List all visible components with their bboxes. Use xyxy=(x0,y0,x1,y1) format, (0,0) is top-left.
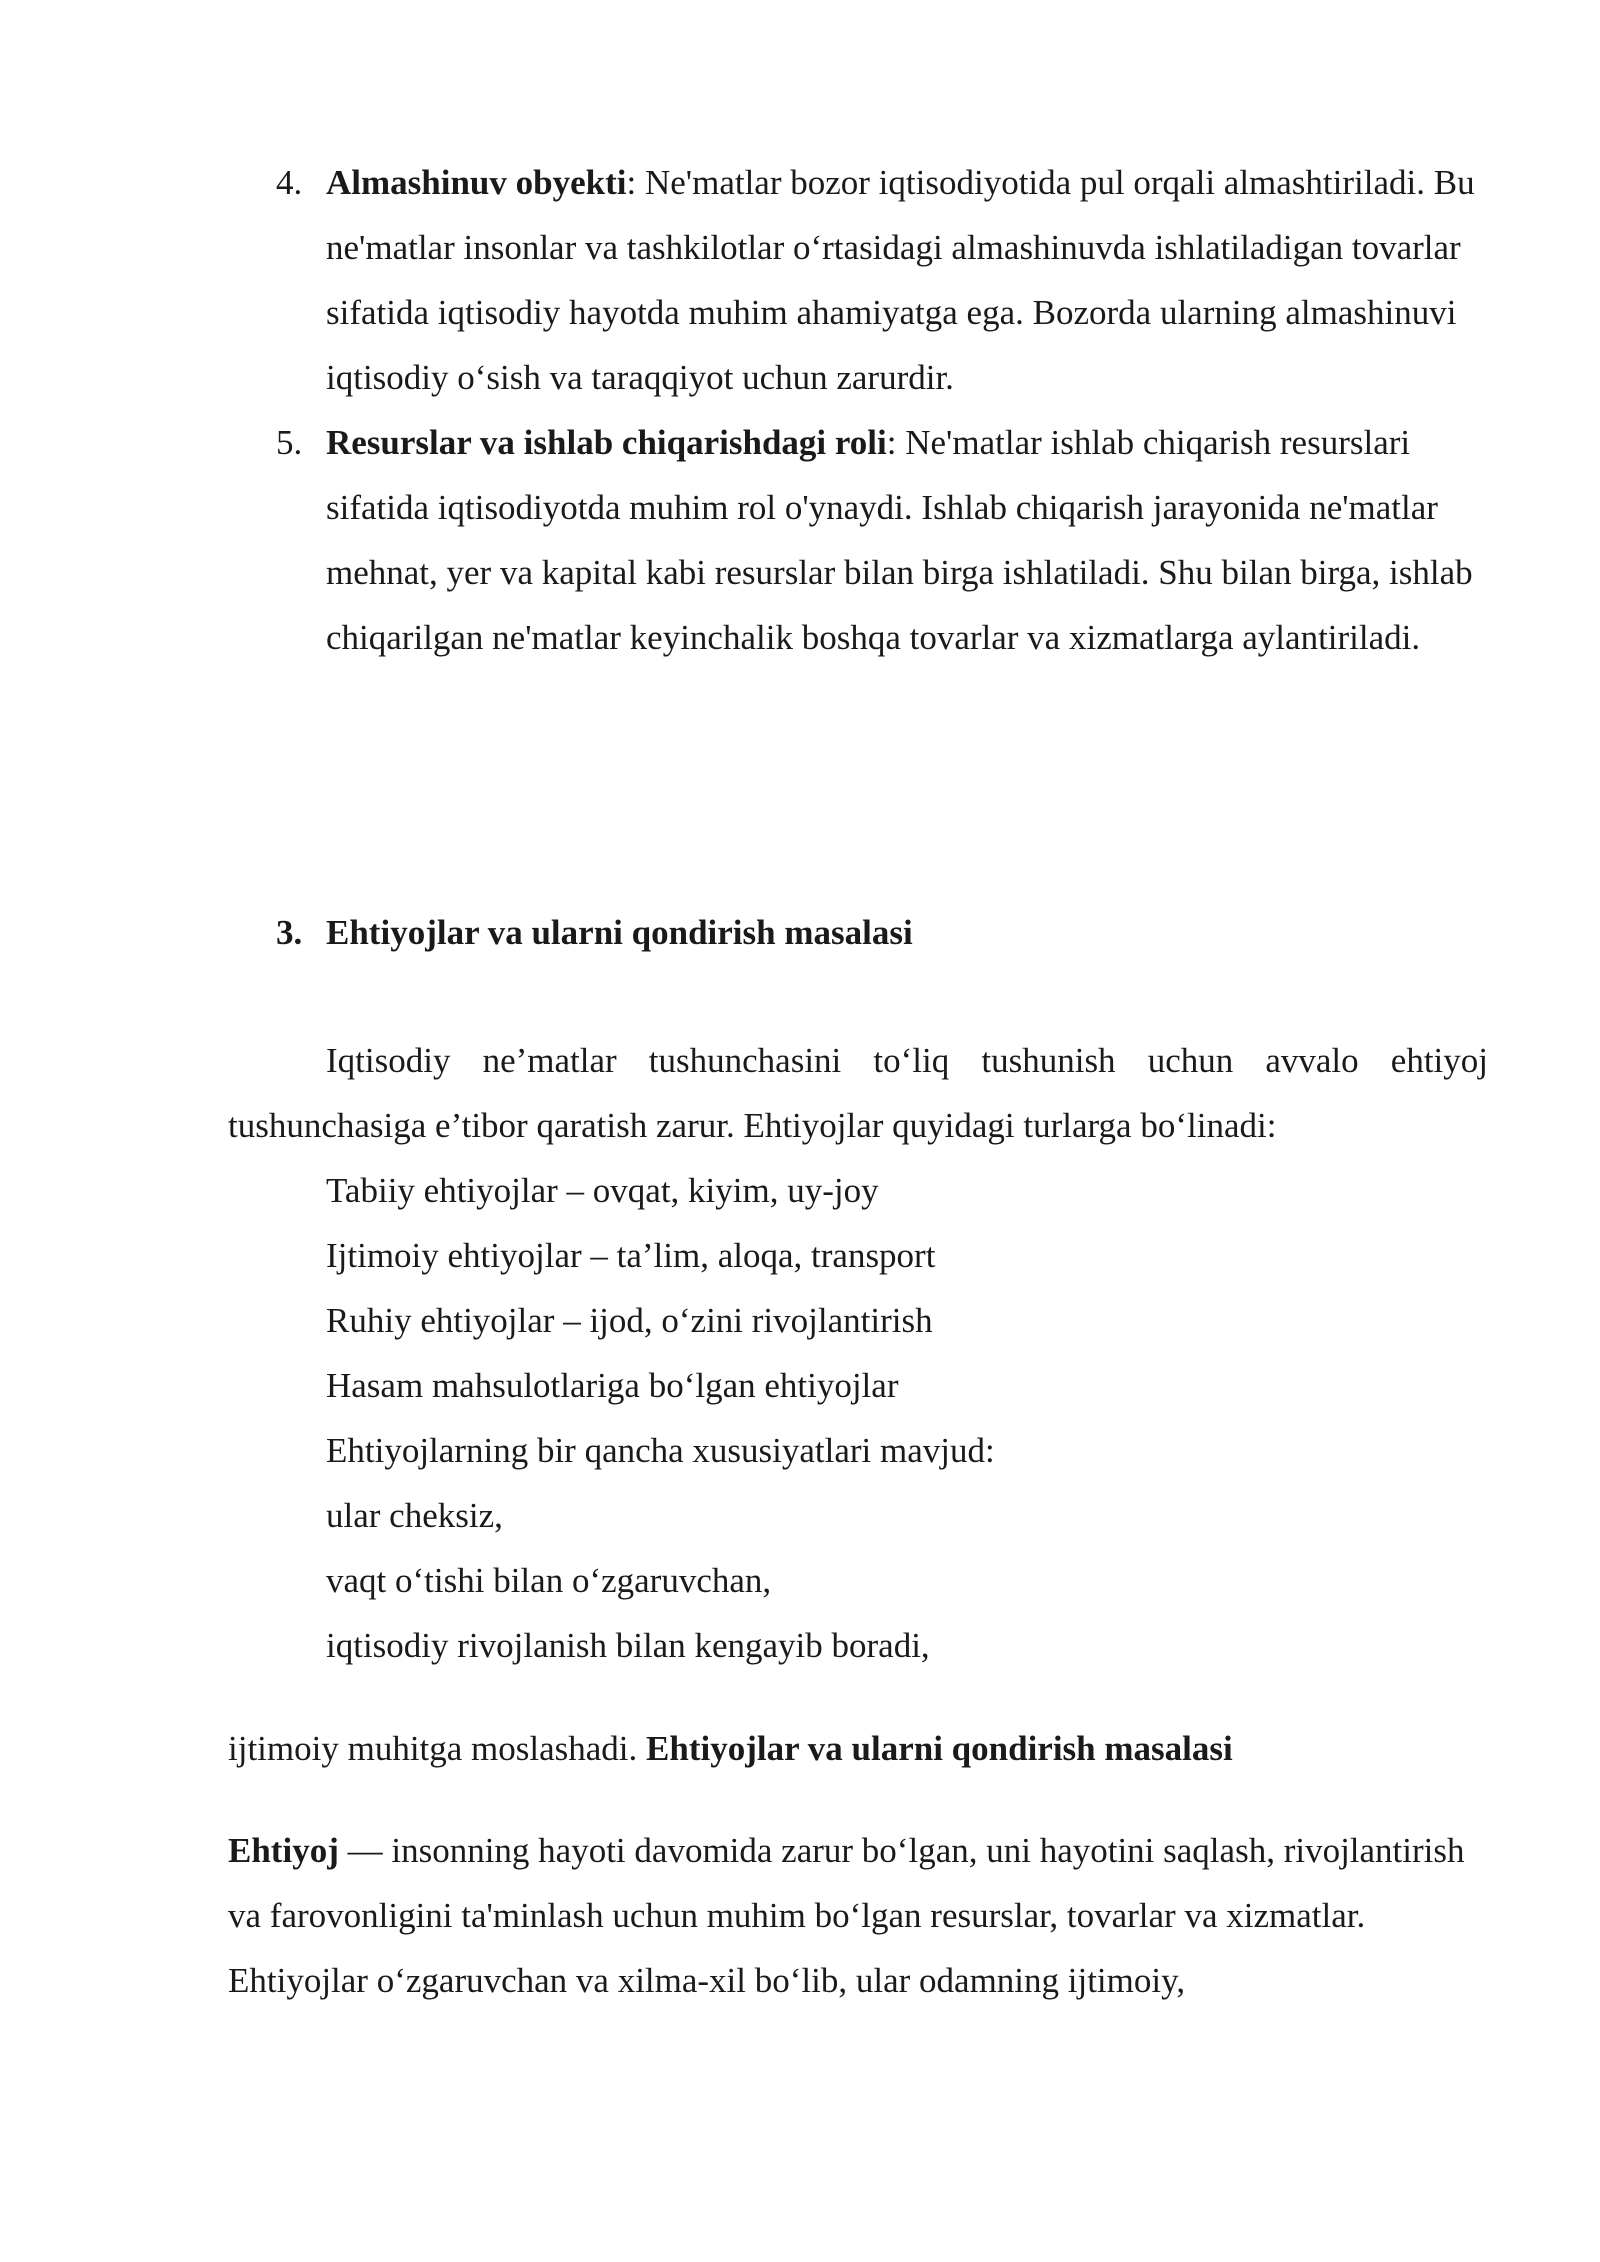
needs-list xyxy=(326,1158,995,1678)
needs-line: iqtisodiy rivojlanish bilan kengayib boradi, xyxy=(326,1626,930,1665)
list-item-term: Almashinuv obyekti xyxy=(326,163,627,202)
list-item-body xyxy=(326,410,1508,670)
needs-line: Tabiiy ehtiyojlar – ovqat, kiyim, uy-joy xyxy=(326,1171,879,1210)
numbered-list xyxy=(228,150,1508,670)
closing-line xyxy=(228,1716,1488,1781)
list-item-body xyxy=(326,150,1508,410)
closing-bold-heading: Ehtiyojlar va ularni qondirish masalasi xyxy=(646,1729,1233,1768)
definition-paragraph xyxy=(228,1818,1488,2013)
definition-text: — insonning hayoti davomida zarur bo‘lgan, uni hayotini saqlash, rivojlantirish va farovonligini ta'minlash uchun muhim bo‘lgan resurslar, tovarlar va xizmatlar. Ehtiyojlar o‘zgaruvchan va xilma-xil bo‘lib, ular odamning ijtimoiy, xyxy=(228,1831,1465,2000)
section-heading xyxy=(276,900,913,965)
list-item xyxy=(228,410,1508,670)
list-item-number: 5. xyxy=(276,423,303,462)
list-item-number: 4. xyxy=(276,163,303,202)
needs-line: ular cheksiz, xyxy=(326,1496,503,1535)
list-item-term: Resurslar va ishlab chiqarishdagi roli xyxy=(326,423,887,462)
section-number: 3. xyxy=(276,913,303,952)
list-item-text: : Ne'matlar ishlab chiqarish resurslari sifatida iqtisodiyotda muhim rol o'ynaydi. Ishlab chiqarish jarayonida ne'matlar mehnat, yer va kapital kabi resurslar bilan birga ishlatiladi. Shu bilan birga, ishlab chiqarilgan ne'matlar keyinchalik boshqa tovarlar va xizmatlarga aylantiriladi. xyxy=(326,423,1473,657)
needs-line: vaqt o‘tishi bilan o‘zgaruvchan, xyxy=(326,1561,772,1600)
definition-term: Ehtiyoj xyxy=(228,1831,339,1870)
intro-paragraph: Iqtisodiy ne’matlar tushunchasini to‘liq tushunish uchun avvalo ehtiyoj tushunchasiga e’tibor qaratish zarur. Ehtiyojlar quyidagi turlarga bo‘linadi: xyxy=(228,1041,1488,1145)
list-item-text: : Ne'matlar bozor iqtisodiyotida pul orqali almashtiriladi. Bu ne'matlar insonlar va tashkilotlar o‘rtasidagi almashinuvda ishlatiladigan tovarlar sifatida iqtisodiy hayotda muhim ahamiyatga ega. Bozorda ularning almashinuvi iqtisodiy o‘sish va taraqqiyot uchun zarurdir. xyxy=(326,163,1475,397)
needs-line: Ijtimoiy ehtiyojlar – ta’lim, aloqa, transport xyxy=(326,1236,936,1275)
needs-line: Ruhiy ehtiyojlar – ijod, o‘zini rivojlantirish xyxy=(326,1301,933,1340)
list-item xyxy=(228,150,1508,410)
needs-line: Ehtiyojlarning bir qancha xususiyatlari mavjud: xyxy=(326,1431,995,1470)
needs-line: Hasam mahsulotlariga bo‘lgan ehtiyojlar xyxy=(326,1366,899,1405)
closing-text: ijtimoiy muhitga moslashadi. xyxy=(228,1729,647,1768)
section-title: Ehtiyojlar va ularni qondirish masalasi xyxy=(326,913,913,952)
